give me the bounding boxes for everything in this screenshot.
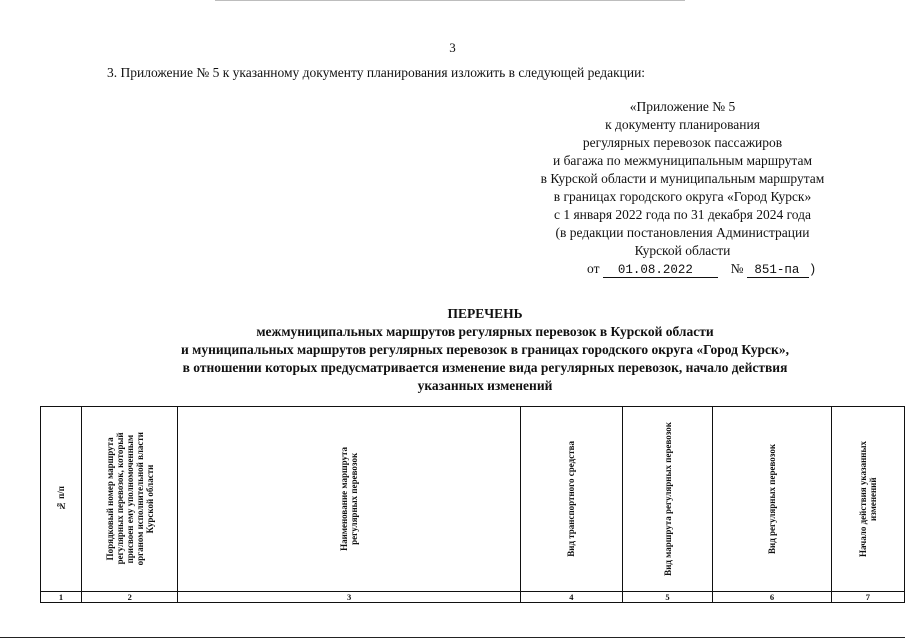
appendix-line: к документу планирования — [605, 117, 760, 132]
title-line: и муниципальных маршрутов регулярных перевозок в границах городского округа «Город Курск», — [181, 342, 789, 357]
column-number-cell: 1 — [41, 592, 82, 603]
appendix-line: Курской области — [634, 243, 731, 258]
header-text: № п/п — [56, 486, 66, 512]
document-title — [140, 305, 830, 395]
header-cell-transport-type — [713, 407, 831, 592]
table-number-row — [41, 592, 905, 603]
header-cell-route-type — [622, 407, 712, 592]
table-header-row — [41, 407, 905, 592]
header-cell-route-name — [178, 407, 520, 592]
resolution-number — [747, 263, 809, 278]
resolution-dateline — [490, 260, 875, 279]
header-cell-route-id — [82, 407, 178, 592]
title-line: межмуниципальных маршрутов регулярных перевозок в Курской области — [256, 324, 714, 339]
header-cell-number — [41, 407, 82, 592]
title-line: в отношении которых предусматривается изменение вида регулярных перевозок, начало действия — [182, 360, 788, 375]
number-prefix: № — [730, 261, 744, 276]
resolution-date-value: 01.08.2022 — [617, 263, 693, 277]
column-number-cell: 7 — [831, 592, 904, 603]
column-number-cell: 4 — [520, 592, 622, 603]
resolution-number-value: 851-па — [754, 263, 800, 277]
column-number-cell: 6 — [713, 592, 831, 603]
routes-table — [40, 406, 905, 603]
resolution-date — [603, 263, 718, 278]
instruction-paragraph: 3. Приложение № 5 к указанному документу планирования изложить в следующей редакции: — [107, 65, 646, 80]
appendix-line: в Курской области и муниципальным маршрутам — [540, 171, 825, 186]
header-text: Вид маршрута регулярных перевозок — [662, 422, 673, 576]
column-number-cell: 2 — [82, 592, 178, 603]
appendix-line: в границах городского округа «Город Курск» — [553, 189, 812, 204]
top-rule — [215, 0, 685, 1]
header-text: Наименование маршрута регулярных перевозок — [339, 447, 360, 551]
header-cell-start-date — [831, 407, 904, 592]
header-text: Вид транспортного средства — [566, 441, 577, 557]
page-number: 3 — [449, 40, 456, 55]
date-prefix: от — [587, 261, 600, 276]
header-cell-vehicle-type — [520, 407, 622, 592]
title-line: указанных изменений — [417, 378, 553, 393]
appendix-header — [490, 98, 875, 279]
header-text: Вид регулярных перевозок — [766, 444, 777, 554]
header-text: Начало действия указанных изменений — [857, 441, 878, 557]
routes-table-wrapper — [40, 406, 905, 603]
appendix-line: регулярных перевозок пассажиров — [582, 135, 783, 150]
header-text: Порядковый номер маршрута регулярных перевозок, который присвоен ему уполномоченным органом исполнительной власти Курской области — [104, 432, 155, 566]
column-number-cell: 3 — [178, 592, 520, 603]
appendix-line: (в редакции постановления Администрации — [555, 225, 810, 240]
title-heading: ПЕРЕЧЕНЬ — [447, 306, 523, 321]
closing-paren: ) — [808, 263, 817, 277]
appendix-line: с 1 января 2022 года по 31 декабря 2024 года — [553, 207, 812, 222]
appendix-line: и багажа по межмуниципальным маршрутам — [552, 153, 813, 168]
bottom-rule — [0, 637, 905, 638]
appendix-line: «Приложение № 5 — [629, 99, 736, 114]
column-number-cell: 5 — [622, 592, 712, 603]
